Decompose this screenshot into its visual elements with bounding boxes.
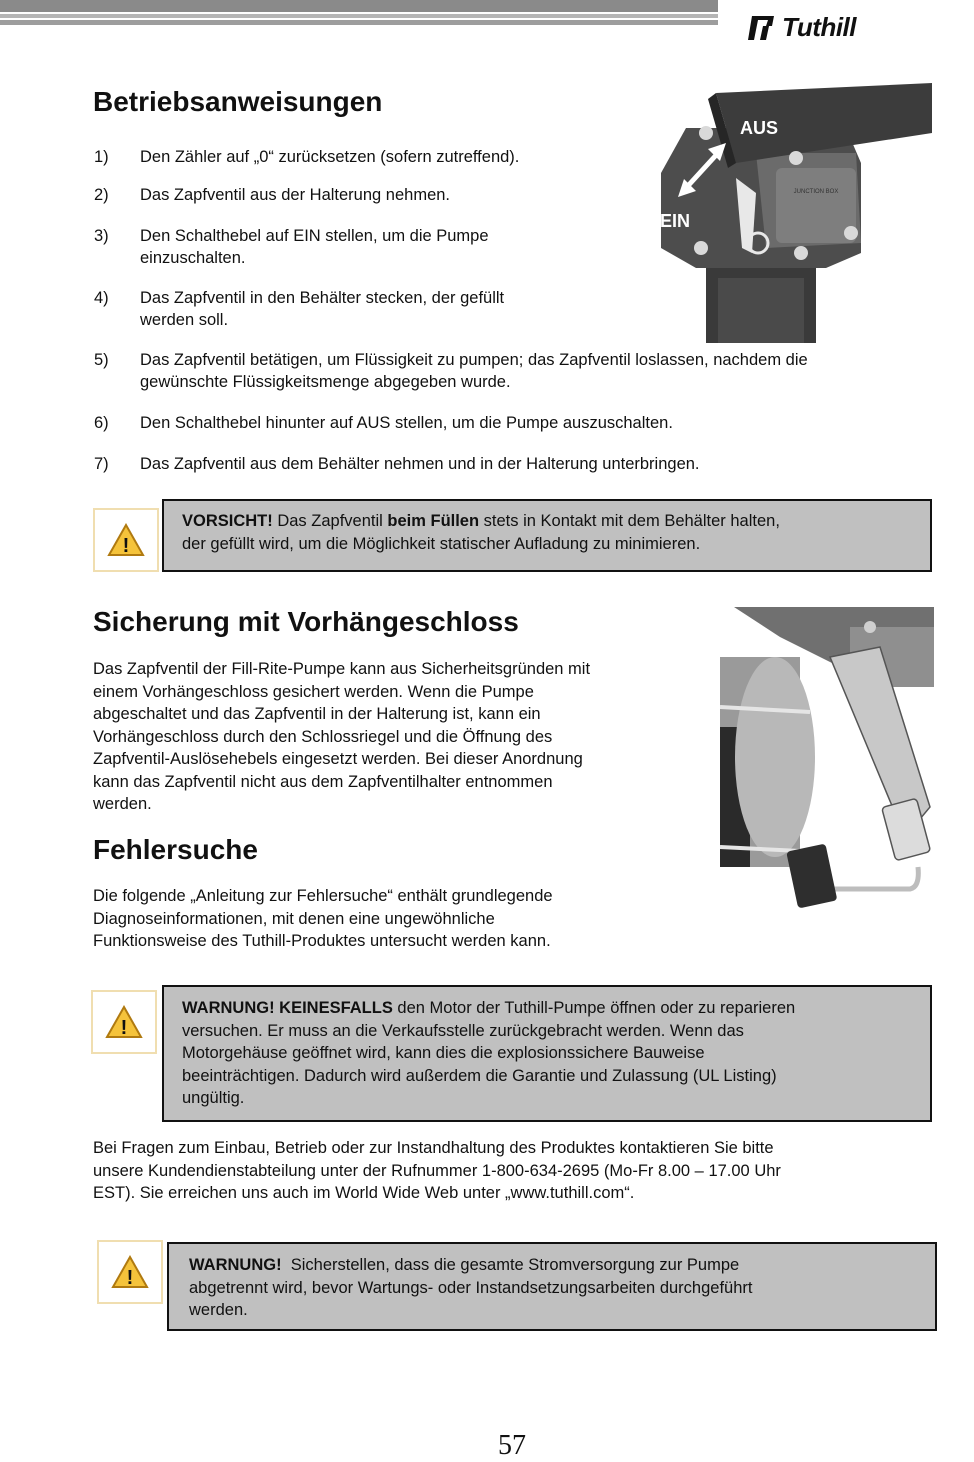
warning-text: den Motor der Tuthill-Pumpe öffnen oder zu reparieren <box>392 999 796 1017</box>
text-line: Vorhängeschloss durch den Schlossriegel und die Öffnung des <box>93 727 553 746</box>
step-number: 3) <box>94 227 109 245</box>
text-line: Zapfventil-Auslösehebels eingesetzt werden. Bei dieser Anordnung <box>93 750 583 768</box>
warning-power-box <box>167 1242 937 1331</box>
caution-text: stets in Kontakt mit dem Behälter halten, <box>479 512 780 530</box>
step-number: 2) <box>94 186 109 204</box>
page-number: 57 <box>498 1430 526 1461</box>
step-text: Das Zapfventil in den Behälter stecken, der gefüllt <box>140 289 505 307</box>
text-line: Bei Fragen zum Einbau, Betrieb oder zur Instandhaltung des Produktes kontaktieren Sie bitte <box>93 1139 774 1157</box>
warning-triangle-icon <box>107 523 145 557</box>
warning-text: beeinträchtigen. Dadurch wird außerdem die Garantie und Zulassung (UL Listing) <box>182 1066 777 1085</box>
warning-triangle-icon <box>105 1005 143 1039</box>
tuthill-mark-icon <box>744 10 780 42</box>
warning-text: ungültig. <box>182 1089 245 1107</box>
junction-box-label: JUNCTION BOX <box>793 189 839 195</box>
contact-paragraph <box>93 1137 953 1205</box>
text-line: Das Zapfventil der Fill-Rite-Pumpe kann aus Sicherheitsgründen mit <box>93 660 591 678</box>
section-title-padlock: Sicherung mit Vorhängeschloss <box>93 606 519 637</box>
caution-box <box>162 499 932 572</box>
caution-text: Das Zapfventil <box>272 512 388 530</box>
padlock-paragraph <box>93 658 693 816</box>
switch-on-label: EIN <box>660 211 691 231</box>
warning-label: WARNUNG! KEINESFALLS <box>182 999 393 1017</box>
warning-text: Motorgehäuse geöffnet wird, kann dies die explosionssichere Bauweise <box>182 1044 705 1062</box>
step-text: Den Schalthebel hinunter auf AUS stellen, um die Pumpe auszuschalten. <box>140 414 673 432</box>
step-number: 7) <box>94 455 109 473</box>
step-text: Das Zapfventil aus dem Behälter nehmen und in der Halterung unterbringen. <box>140 455 700 473</box>
step-text: Das Zapfventil betätigen, um Flüssigkeit zu pumpen; das Zapfventil loslassen, nachdem die <box>140 351 808 369</box>
warning-icon-frame <box>97 1240 163 1304</box>
svg-text:!: ! <box>120 1017 128 1039</box>
caution-emphasis: beim Füllen <box>387 512 480 530</box>
warning-text: Sicherstellen, dass die gesamte Stromversorgung zur Pumpe <box>281 1256 740 1274</box>
warning-text: werden. <box>189 1301 248 1319</box>
text-line: Diagnoseinformationen, mit denen eine ungewöhnliche <box>93 909 495 928</box>
step-number: 4) <box>94 289 109 307</box>
caution-label: VORSICHT! <box>182 512 273 530</box>
caution-text: der gefüllt wird, um die Möglichkeit statischer Aufladung zu minimieren. <box>182 534 701 553</box>
text-line: werden. <box>93 795 152 813</box>
warning-icon-frame <box>91 990 157 1054</box>
switch-off-label: AUS <box>740 118 779 138</box>
step-text: Den Zähler auf „0“ zurücksetzen (sofern zutreffend). <box>140 148 520 166</box>
step-number: 1) <box>94 148 109 166</box>
text-line: einem Vorhängeschloss gesichert werden. Wenn die Pumpe <box>93 682 534 701</box>
pump-switch-figure <box>656 83 932 343</box>
svg-text:!: ! <box>126 1267 134 1289</box>
text-line: kann das Zapfventil nicht aus dem Zapfventilhalter entnommen <box>93 772 553 791</box>
text-line: EST). Sie erreichen uns auch im World Wide Web unter „www.tuthill.com“. <box>93 1184 635 1202</box>
step-text: werden soll. <box>140 311 229 329</box>
text-line: Funktionsweise des Tuthill-Produktes untersucht werden kann. <box>93 932 551 950</box>
warning-label: WARNUNG! <box>189 1256 282 1274</box>
section-title-troubleshooting: Fehlersuche <box>93 834 258 865</box>
header-rule <box>0 0 718 26</box>
troubleshooting-paragraph <box>93 885 693 953</box>
nozzle-padlock-figure <box>720 607 934 912</box>
text-line: abgeschaltet und das Zapfventil in der Halterung ist, kann ein <box>93 705 541 723</box>
step-text: Den Schalthebel auf EIN stellen, um die Pumpe <box>140 227 489 245</box>
text-line: Die folgende „Anleitung zur Fehlersuche“ enthält grundlegende <box>93 887 553 905</box>
svg-text:!: ! <box>122 535 130 557</box>
warning-motor-box <box>162 985 932 1122</box>
warning-triangle-icon <box>111 1255 149 1289</box>
warning-text: versuchen. Er muss an die Verkaufsstelle zurückgebracht werden. Wenn das <box>182 1021 744 1040</box>
brand-name: Tuthill <box>782 12 857 42</box>
warning-text: abgetrennt wird, bevor Wartungs- oder Instandsetzungsarbeiten durchgeführt <box>189 1278 753 1297</box>
step-text: gewünschte Flüssigkeitsmenge abgegeben wurde. <box>140 373 511 391</box>
text-line: unsere Kundendienstabteilung unter der Rufnummer 1-800-634-2695 (Mo-Fr 8.00 – 17.00 Uhr <box>93 1161 781 1180</box>
caution-icon-frame <box>93 508 159 572</box>
step-text: einzuschalten. <box>140 249 246 267</box>
tuthill-logo <box>744 10 874 44</box>
step-number: 6) <box>94 414 109 432</box>
step-text: Das Zapfventil aus der Halterung nehmen. <box>140 186 451 204</box>
section-title-operation: Betriebsanweisungen <box>93 86 383 117</box>
step-number: 5) <box>94 351 109 369</box>
